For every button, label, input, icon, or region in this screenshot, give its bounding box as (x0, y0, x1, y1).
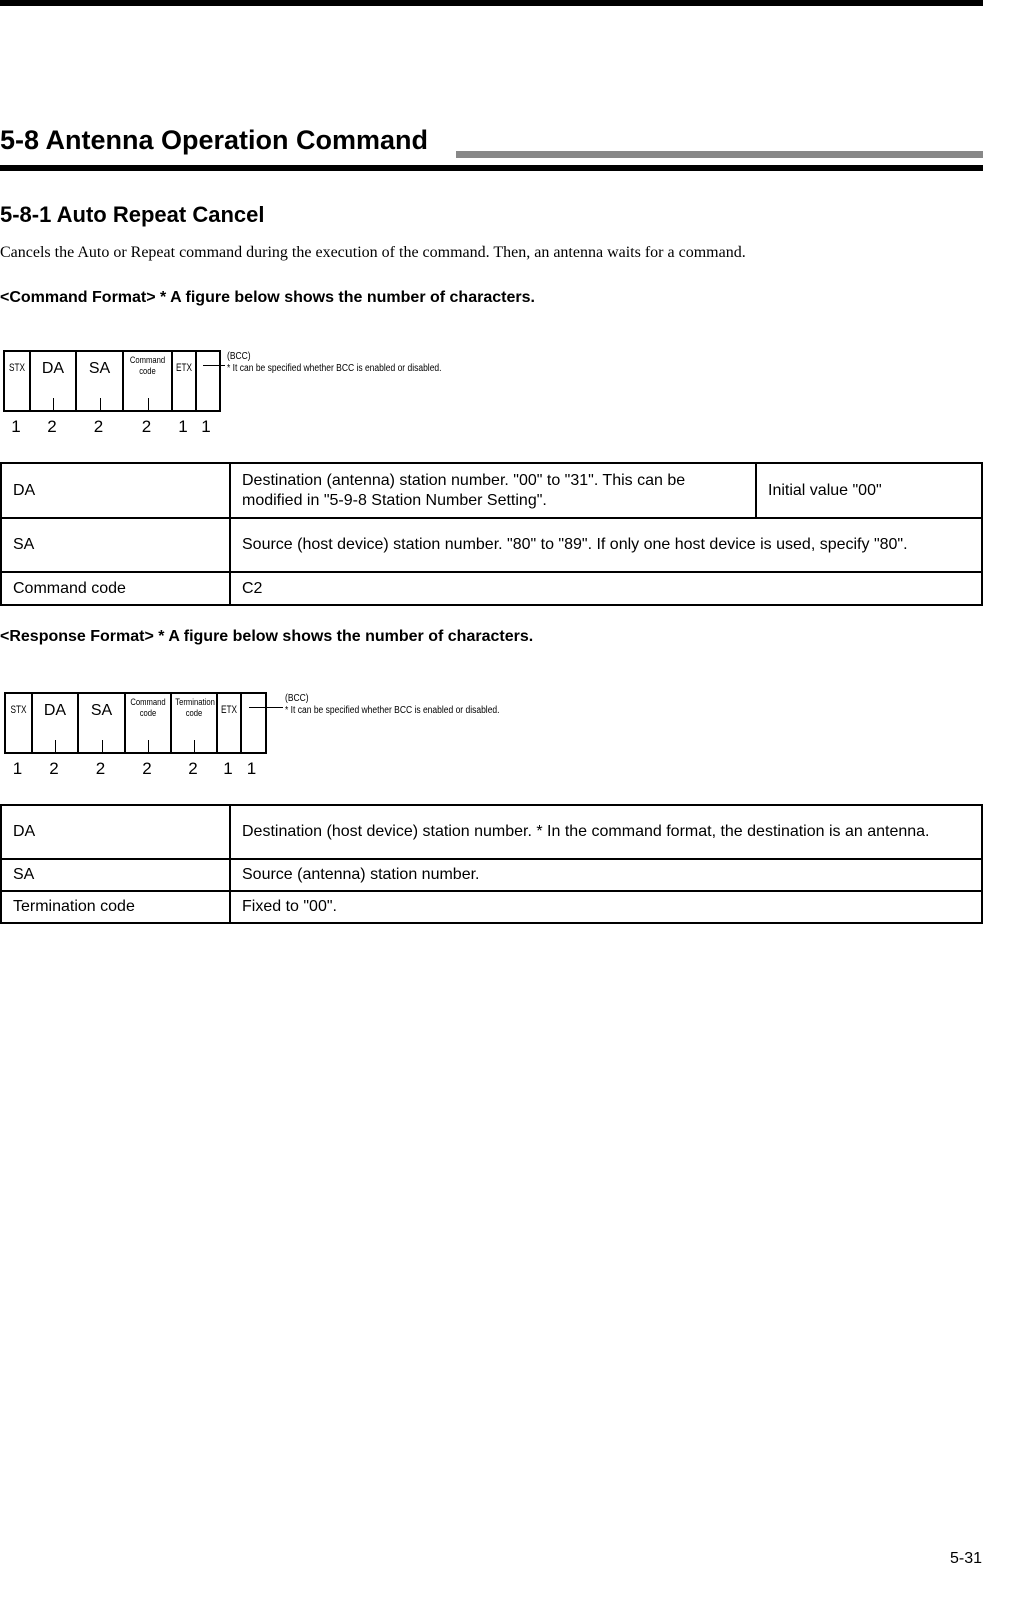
field-label (197, 352, 219, 360)
field-name: SA (1, 518, 230, 572)
bcc-label: (BCC) (227, 351, 251, 362)
field-label: DA (43, 702, 67, 719)
character-count: 2 (142, 759, 152, 778)
frame-field (5, 352, 31, 410)
field-tick (55, 740, 56, 752)
bcc-description: * It can be specified whether BCC is enabled or disabled. (285, 705, 500, 716)
page-number: 5-31 (949, 1550, 982, 1567)
section-title: 5-8 Antenna Operation Command (0, 125, 429, 155)
character-count: 1 (12, 759, 23, 778)
character-count: 2 (141, 417, 152, 436)
character-count: 2 (95, 759, 106, 778)
field-label: ETX (220, 704, 238, 716)
table-row (1, 891, 982, 923)
field-label (242, 694, 265, 702)
frame-diagram (4, 692, 267, 754)
frame-field (6, 694, 33, 752)
frame-field (77, 352, 124, 410)
character-count: 2 (188, 759, 198, 778)
frame-field (197, 352, 219, 410)
field-description: Source (host device) station number. "80" to "89". If only one host device is used, specify "80". (230, 518, 982, 572)
field-tick (100, 398, 101, 410)
field-label: ETX (175, 362, 193, 374)
field-label: STX (10, 704, 27, 716)
frame-field (218, 694, 242, 752)
field-label: STX (8, 362, 26, 374)
title-black-rule (0, 165, 983, 171)
field-tick (53, 398, 54, 410)
table-row (1, 805, 982, 859)
character-count: 1 (178, 417, 188, 436)
response-format-table (0, 804, 983, 924)
command-format-table (0, 462, 983, 606)
table-row (1, 518, 982, 572)
field-name: Termination code (1, 891, 230, 923)
field-label: Command code (129, 355, 166, 376)
field-description: Destination (host device) station number. * In the command format, the destination is an antenna. (230, 805, 982, 859)
bcc-note (227, 351, 442, 375)
bcc-label: (BCC) (285, 693, 309, 704)
command-format-heading: <Command Format> * A figure below shows the number of characters. (0, 289, 535, 306)
field-name: DA (1, 463, 230, 518)
frame-diagram (3, 350, 221, 412)
subsection-title: 5-8-1 Auto Repeat Cancel (0, 202, 265, 227)
field-tick (102, 740, 103, 752)
table-row (1, 859, 982, 891)
table-row (1, 463, 982, 518)
field-label: SA (90, 702, 113, 719)
field-description: Destination (antenna) station number. "00" to "31". This can be modified in "5-9-8 Station Number Setting". (230, 463, 756, 518)
top-rule (0, 0, 983, 6)
bcc-note (285, 693, 500, 717)
field-description: Fixed to "00". (230, 891, 982, 923)
field-label: Termination code (175, 697, 215, 718)
table-row (1, 572, 982, 605)
character-count: 2 (93, 417, 104, 436)
bcc-description: * It can be specified whether BCC is enabled or disabled. (227, 363, 442, 374)
character-count: 1 (11, 417, 21, 436)
response-format-heading: <Response Format> * A figure below shows the number of characters. (0, 628, 534, 645)
frame-field (31, 352, 77, 410)
bcc-leader-line (203, 365, 225, 366)
frame-field (173, 352, 197, 410)
character-count: 1 (246, 759, 257, 778)
field-tick (194, 740, 195, 752)
field-initial-value: Initial value "00" (756, 463, 982, 518)
field-label: SA (88, 360, 111, 377)
field-tick (148, 740, 149, 752)
subsection-description: Cancels the Auto or Repeat command during the execution of the command. Then, an antenna waits for a command. (0, 244, 746, 261)
bcc-leader-line (249, 707, 283, 708)
field-name: SA (1, 859, 230, 891)
frame-field (79, 694, 126, 752)
field-name: DA (1, 805, 230, 859)
character-count: 1 (223, 759, 233, 778)
field-name: Command code (1, 572, 230, 605)
frame-field (33, 694, 79, 752)
field-label: DA (41, 360, 65, 377)
frame-field (242, 694, 265, 752)
field-description: Source (antenna) station number. (230, 859, 982, 891)
character-count: 1 (201, 417, 211, 436)
character-count: 2 (47, 417, 57, 436)
title-gray-rule (456, 151, 983, 158)
frame-field (126, 694, 172, 752)
field-tick (148, 398, 149, 410)
frame-field (124, 352, 173, 410)
character-count: 2 (49, 759, 59, 778)
frame-field (172, 694, 218, 752)
field-label: Command code (130, 697, 166, 718)
field-description: C2 (230, 572, 982, 605)
